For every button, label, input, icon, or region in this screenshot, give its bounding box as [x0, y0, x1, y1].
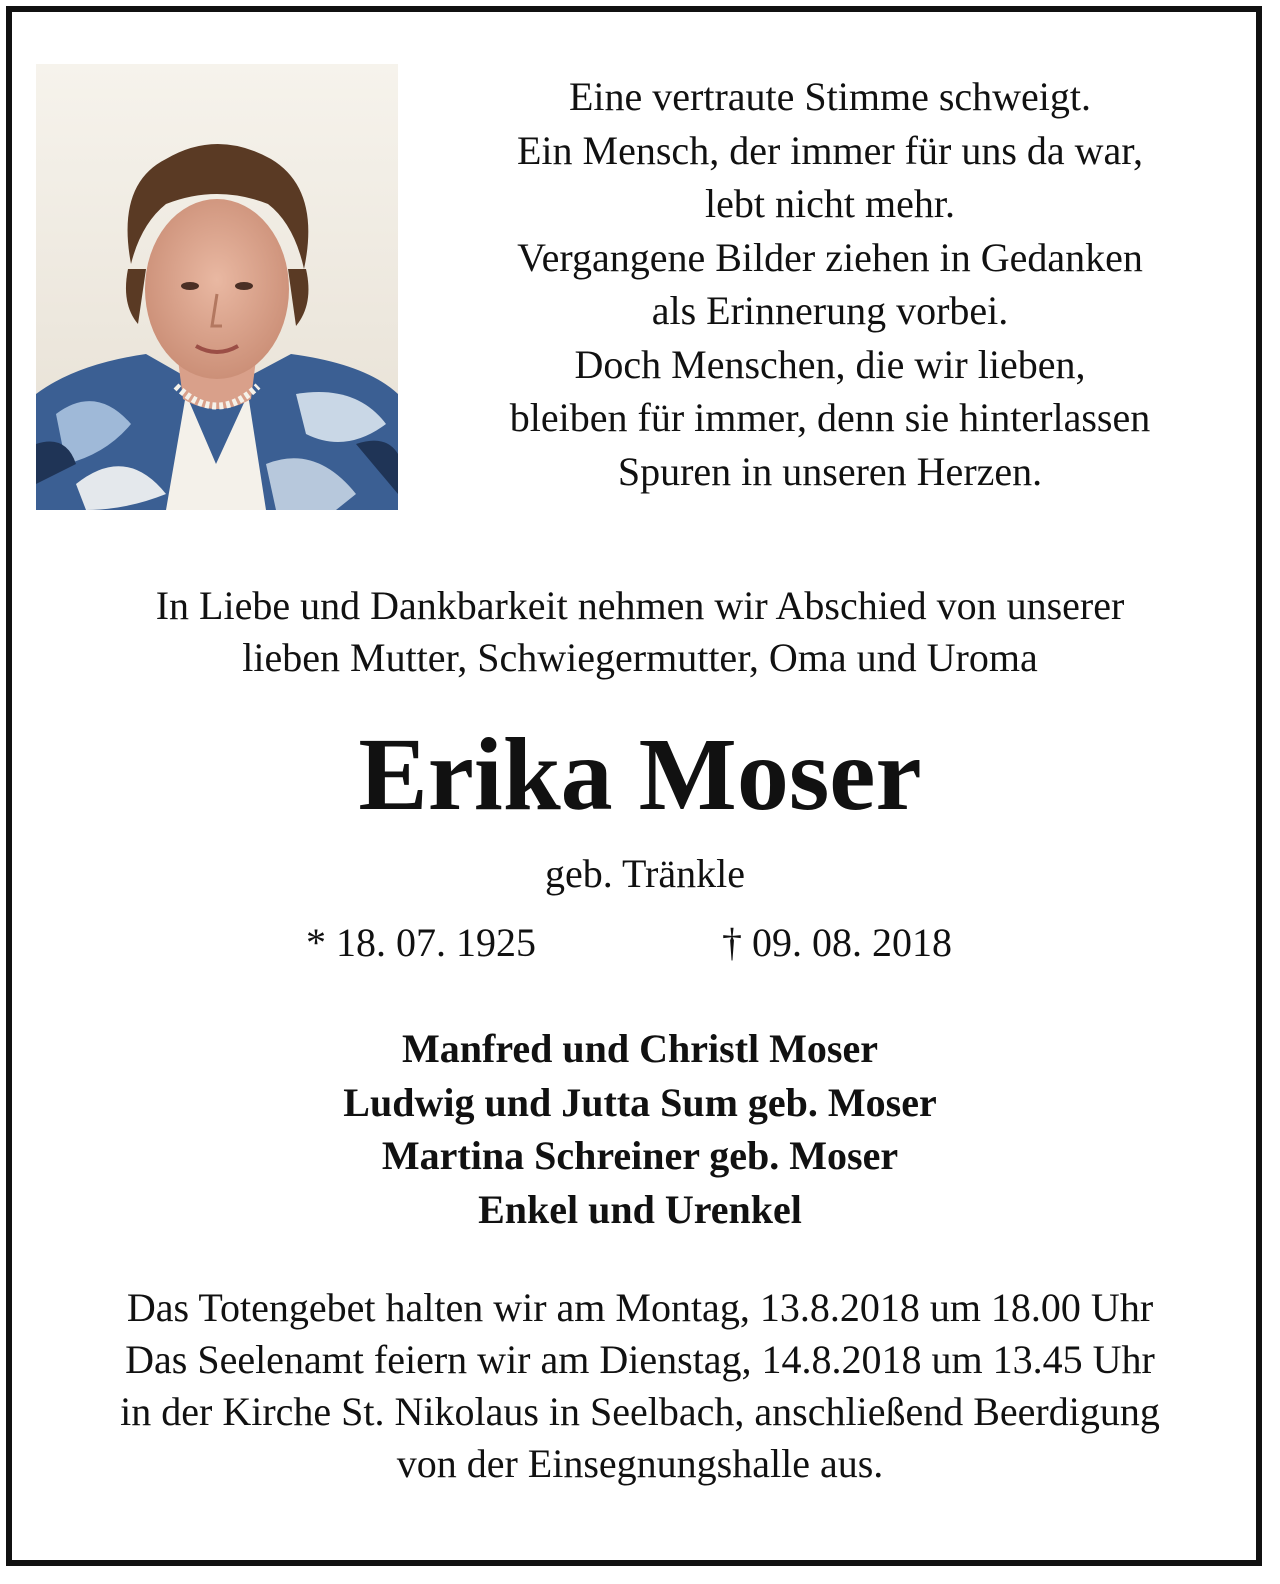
- service-line: in der Kirche St. Nikolaus in Seelbach, anschließend Beerdigung: [120, 1389, 1160, 1434]
- poem-line: Spuren in unseren Herzen.: [617, 448, 1043, 494]
- intro-line: In Liebe und Dankbarkeit nehmen wir Abschied von unserer: [155, 583, 1125, 628]
- service-line: von der Einsegnungshalle aus.: [396, 1441, 884, 1486]
- maiden-name: geb. Tränkle: [545, 851, 745, 896]
- poem-line: bleiben für immer, denn sie hinterlassen: [509, 395, 1151, 440]
- mourner-line: Enkel und Urenkel: [478, 1186, 802, 1232]
- mourner-line: Martina Schreiner geb. Moser: [381, 1133, 899, 1178]
- portrait-photo: [36, 64, 398, 510]
- farewell-intro: [20, 580, 1260, 684]
- memorial-poem: [420, 70, 1240, 498]
- poem-line: Doch Menschen, die wir lieben,: [574, 341, 1086, 387]
- death-date: † 09. 08. 2018: [722, 920, 952, 965]
- service-details: [14, 1282, 1266, 1490]
- deceased-name: Erika Moser: [358, 717, 922, 832]
- poem-line: Eine vertraute Stimme schweigt.: [568, 74, 1092, 119]
- service-line: Das Seelenamt feiern wir am Dienstag, 14.8.2018 um 13.45 Uhr: [125, 1337, 1155, 1382]
- mourner-line: Ludwig und Jutta Sum geb. Moser: [343, 1079, 937, 1125]
- mourners-list: [0, 1022, 1280, 1236]
- birth-date: * 18. 07. 1925: [306, 920, 536, 965]
- poem-line: als Erinnerung vorbei.: [651, 288, 1009, 333]
- mourner-line: Manfred und Christl Moser: [402, 1026, 878, 1071]
- service-line: Das Totengebet halten wir am Montag, 13.8.2018 um 18.00 Uhr: [126, 1285, 1154, 1330]
- poem-line: Ein Mensch, der immer für uns da war,: [517, 127, 1143, 173]
- poem-line: lebt nicht mehr.: [705, 181, 955, 226]
- intro-line: lieben Mutter, Schwiegermutter, Oma und Uroma: [242, 635, 1038, 680]
- poem-line: Vergangene Bilder ziehen in Gedanken: [517, 234, 1143, 280]
